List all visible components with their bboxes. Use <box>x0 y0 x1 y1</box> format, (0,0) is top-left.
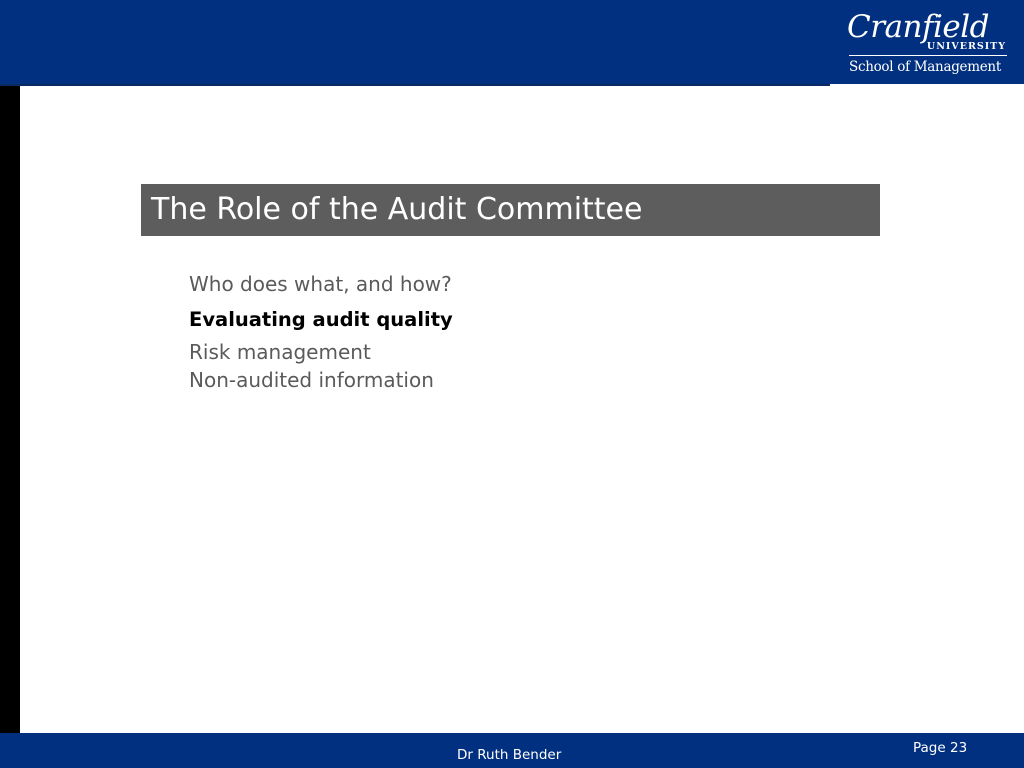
logo-school-label: School of Management <box>849 59 1001 75</box>
header-bar <box>0 0 1024 84</box>
footer-bar <box>0 733 1024 768</box>
agenda-list <box>189 270 453 394</box>
logo-university-label: UNIVERSITY <box>926 41 1006 52</box>
agenda-item-evaluating-audit-quality: Evaluating audit quality <box>189 308 453 331</box>
left-side-stripe <box>0 86 20 733</box>
agenda-item-non-audited-information: Non-audited information <box>189 368 434 392</box>
agenda-item-who-does-what: Who does what, and how? <box>189 272 452 296</box>
page-number: Page 23 <box>913 740 968 756</box>
header-rule <box>0 84 830 86</box>
logo-wordmark: Cranfield <box>847 9 989 45</box>
slide-title-bar <box>141 184 880 236</box>
footer-author: Dr Ruth Bender <box>457 747 562 763</box>
agenda-item-risk-management: Risk management <box>189 340 371 364</box>
slide-title: The Role of the Audit Committee <box>151 192 643 227</box>
cranfield-logo <box>840 8 1012 78</box>
logo-divider <box>849 55 1007 56</box>
